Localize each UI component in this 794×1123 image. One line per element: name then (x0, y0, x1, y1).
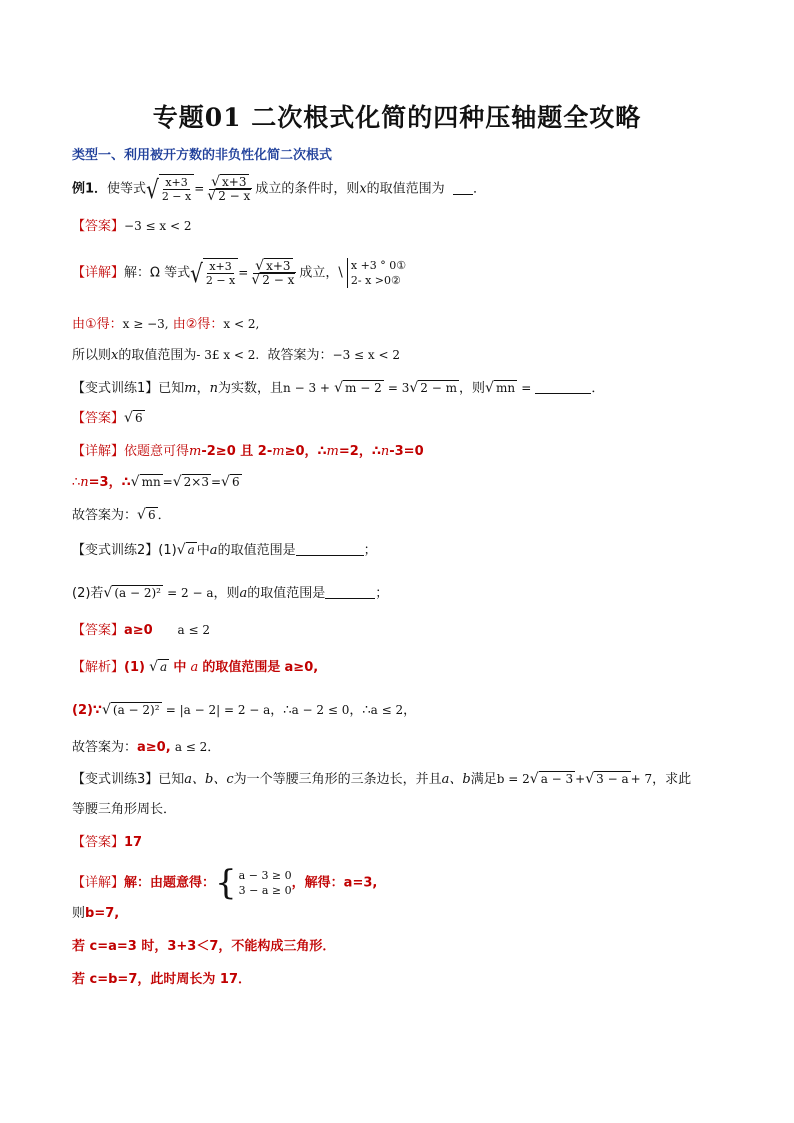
variant-2-answer: 【答案】a≥0 a ≤ 2 (72, 623, 211, 638)
answer-blank (296, 541, 364, 556)
variant-1-final: 故答案为：√ 6 ． (72, 507, 171, 523)
example-1-step: 由①得：x ≥ −3, 由②得：x < 2, (72, 317, 260, 332)
variant-1-step: ∴n=3，∴√ mn =√ 2×3 =√ 6 (72, 474, 240, 490)
inequality-system: x +3 ° 0① 2- x >0② (347, 258, 406, 288)
variant-1-detail: 【详解】依题意可得m-2≥0 且 2-m≥0，∴m=2，∴n-3=0 (72, 444, 424, 459)
variant-3-step-2: 若 c=a=3 时，3+3＜7，不能构成三角形． (72, 939, 336, 954)
variant-2-analysis-1: 【解析】(1) √ a 中 a 的取值范围是 a≥0, (72, 659, 319, 675)
variant-1-question: 【变式训练1】已知m，n为实数，且n − 3 + √ m − 2 = 3√ 2 − m ，则√ mn = ． (72, 380, 605, 396)
variant-3-step-3: 若 c=b=7，此时周长为 17． (72, 972, 251, 987)
example-1-conclusion: 所以则x的取值范围为- 3£ x < 2. 故答案为：−3 ≤ x < 2 (72, 348, 400, 363)
answer-blank (453, 180, 473, 195)
example-1-answer: 【答案】−3 ≤ x < 2 (72, 219, 192, 234)
section-heading: 类型一、利用被开方数的非负性化简二次根式 (72, 148, 333, 163)
fraction-of-roots: $\frac{√ x+3}{√ 2 - x}$ (207, 173, 251, 204)
example-1-detail: 【详解】解：Ω 等式 √ $\frac{x+3}{2 - x}$ = $\frac{√ x+3}{√ 2 - x}$ 成立，\ x +3 ° 0① 2- x >0② (72, 257, 407, 288)
page-title: 专题01 二次根式化简的四种压轴题全攻略 (152, 103, 642, 132)
variant-2-analysis-2: (2)∵√ (a − 2)² = |a − 2| = 2 − a，∴a − 2 ≤ 0，∴a ≤ 2， (72, 702, 417, 718)
variant-3-answer: 【答案】17 (72, 835, 143, 850)
example-1-question: 例1．使等式 √ $\frac{x+3}{2 - x}$ = $\frac{√ x+3}{√ 2 - x}$ 成立的条件时，则x的取值范围为 ． (72, 173, 486, 204)
variant-3-detail: 【详解】解：由题意得： { a − 3 ≥ 0 3 − a ≥ 0 ，解得：a=3, (72, 863, 378, 903)
variant-3-question-line2: 等腰三角形周长． (72, 802, 177, 817)
sqrt-fraction: √ $\frac{x+3}{2 - x}$ (146, 174, 194, 204)
variant-2-question-2: (2)若√ (a − 2)² = 2 − a，则a的取值范围是 ； (72, 585, 389, 601)
variant-1-answer: 【答案】√ 6 (72, 410, 143, 426)
variant-3-question: 【变式训练3】已知a、b、c为一个等腰三角形的三条边长，并且a、b满足b = 2√ a − 3 +√ 3 − a + 7，求此 (72, 771, 692, 787)
variant-2-question-1: 【变式训练2】(1)√ a 中a的取值范围是 ； (72, 542, 377, 558)
variant-2-final: 故答案为：a≥0, a ≤ 2． (72, 740, 221, 755)
answer-blank (325, 584, 375, 599)
variant-3-step-1: 则b=7, (72, 906, 120, 921)
answer-blank (535, 379, 591, 394)
